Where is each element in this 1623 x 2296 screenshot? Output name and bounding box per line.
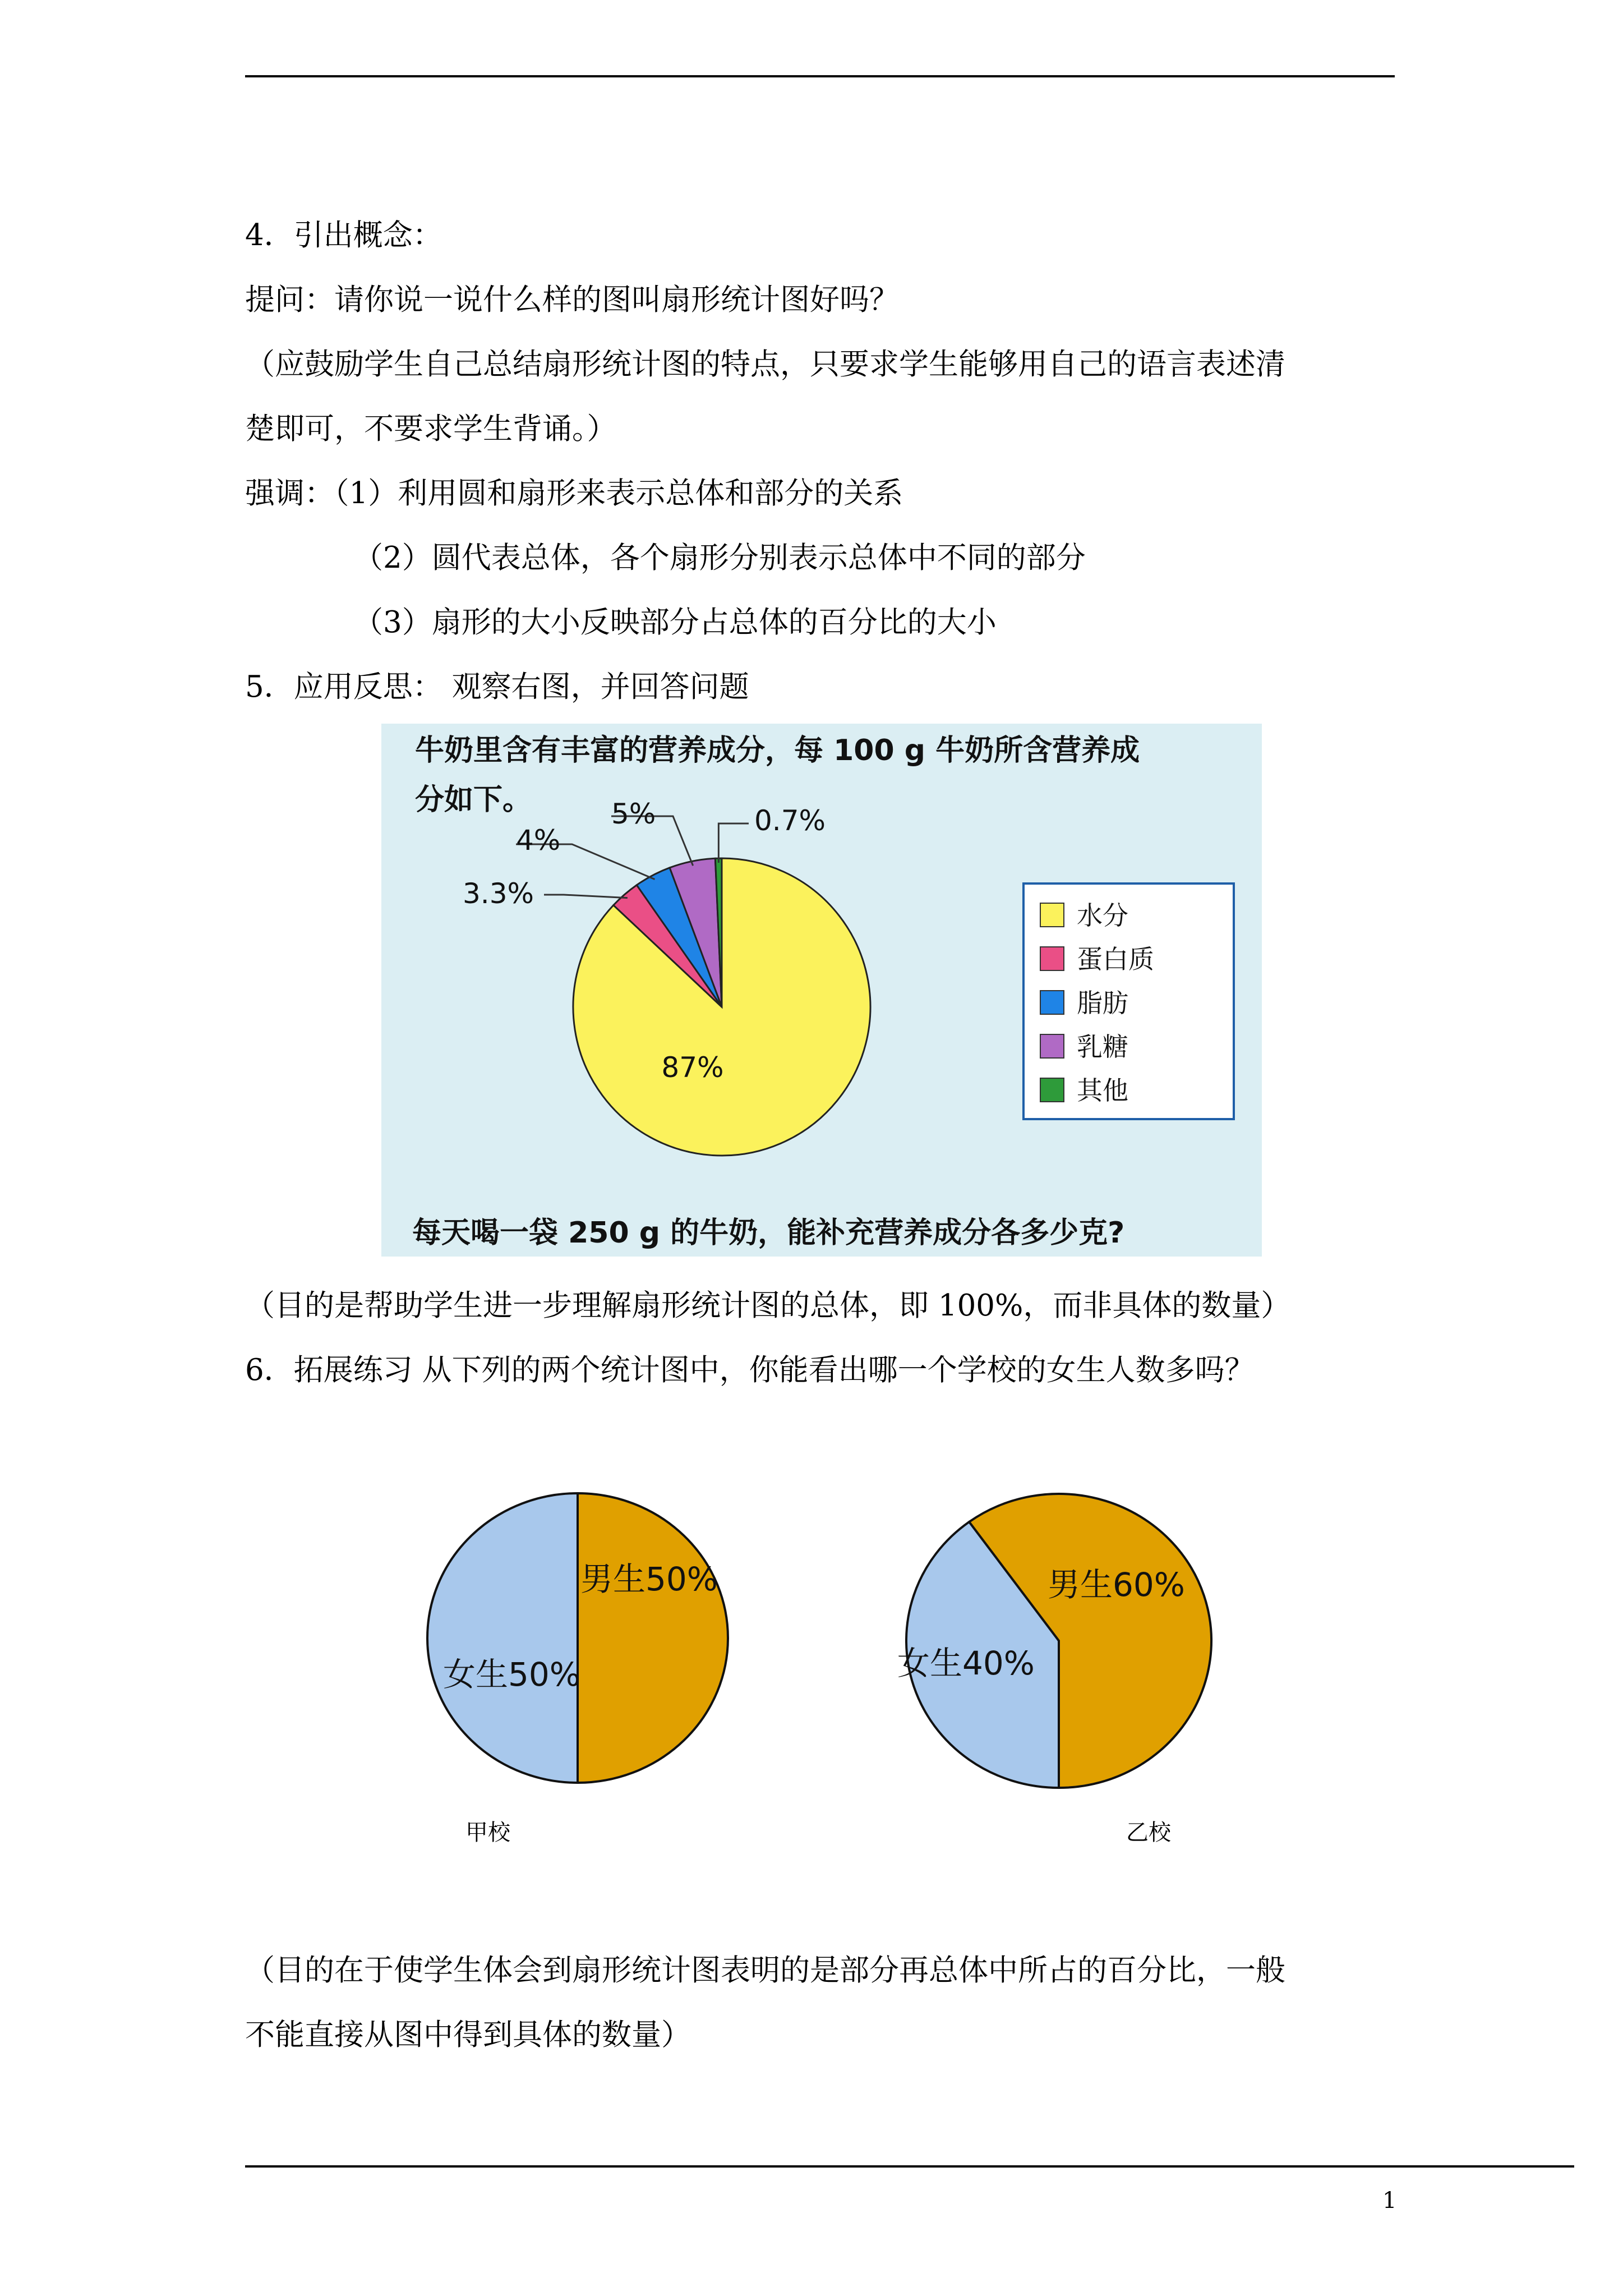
paragraph-question: 提问：请你说一说什么样的图叫扇形统计图好吗？	[245, 283, 899, 317]
legend-swatch-4	[1040, 1078, 1064, 1102]
paragraph-note-line1: （应鼓励学生自己总结扇形统计图的特点，只要求学生能够用自己的语言表述清	[245, 347, 1285, 381]
school-charts	[393, 1470, 1234, 1795]
milk-title-line2: 分如下。	[415, 783, 532, 817]
milk-slice-label-4: 0.7%	[754, 804, 826, 837]
pie-school-yi	[897, 1494, 1211, 1788]
milk-nutrition-figure	[381, 724, 1262, 1257]
pie-yi-label-1: 女生40%	[897, 1644, 1035, 1682]
caption-school-yi: 乙校	[1126, 1820, 1171, 1846]
legend-label-1: 蛋白质	[1077, 944, 1154, 974]
milk-legend	[1023, 884, 1234, 1119]
paragraph-apply-heading: 5．应用反思： 观察右图，并回答问题	[245, 670, 749, 704]
legend-swatch-3	[1040, 1034, 1064, 1058]
pie-jia-label-0: 男生50%	[580, 1560, 718, 1598]
paragraph-purpose-2-line1: （目的在于使学生体会到扇形统计图表明的是部分再总体中所占的百分比，一般	[245, 1953, 1285, 1987]
paragraph-extension: 6．拓展练习 从下列的两个统计图中，你能看出哪一个学校的女生人数多吗？	[245, 1353, 1255, 1387]
school-pies	[393, 1470, 1234, 1795]
legend-label-3: 乳糖	[1077, 1032, 1128, 1062]
caption-school-jia: 甲校	[465, 1820, 510, 1846]
page-number: 1	[1382, 2188, 1397, 2214]
milk-pie-chart	[381, 724, 1262, 1257]
legend-swatch-0	[1040, 903, 1064, 927]
milk-slice-label-0: 87%	[661, 1051, 724, 1084]
milk-slice-label-3: 5%	[611, 798, 656, 830]
paragraph-concept-heading: 4．引出概念：	[245, 218, 442, 252]
pie-school-jia	[427, 1493, 728, 1783]
milk-title-line1: 牛奶里含有丰富的营养成分，每 100 g 牛奶所含营养成	[415, 734, 1140, 767]
legend-swatch-2	[1040, 991, 1064, 1014]
milk-chart-footer: 每天喝一袋 250 g 的牛奶，能补充营养成分各多少克?	[412, 1216, 1125, 1250]
paragraph-emphasis-1: 强调：（1）利用圆和扇形来表示总体和部分的关系	[245, 476, 903, 510]
paragraph-emphasis-3: （3）扇形的大小反映部分占总体的百分比的大小	[353, 605, 997, 639]
legend-label-0: 水分	[1077, 900, 1128, 931]
pie-jia-slice-0	[578, 1493, 728, 1783]
legend-swatch-1	[1040, 947, 1064, 970]
pie-jia-slice-1	[427, 1493, 578, 1783]
header-rule	[245, 75, 1395, 77]
milk-pie	[573, 858, 870, 1156]
milk-slice-label-1: 3.3%	[463, 877, 534, 910]
paragraph-emphasis-2: （2）圆代表总体，各个扇形分别表示总体中不同的部分	[353, 541, 1086, 575]
legend-label-2: 脂肪	[1077, 988, 1128, 1018]
paragraph-note-line2: 楚即可，不要求学生背诵。）	[245, 412, 617, 446]
legend-label-4: 其他	[1077, 1075, 1128, 1106]
paragraph-purpose-1: （目的是帮助学生进一步理解扇形统计图的总体，即 100%，而非具体的数量）	[245, 1289, 1291, 1323]
pie-yi-label-0: 男生60%	[1048, 1566, 1185, 1604]
milk-slice-label-2: 4%	[516, 824, 561, 857]
footer-rule	[245, 2165, 1574, 2168]
pie-jia-label-1: 女生50%	[443, 1655, 580, 1694]
paragraph-purpose-2-line2: 不能直接从图中得到具体的数量）	[245, 2018, 691, 2052]
